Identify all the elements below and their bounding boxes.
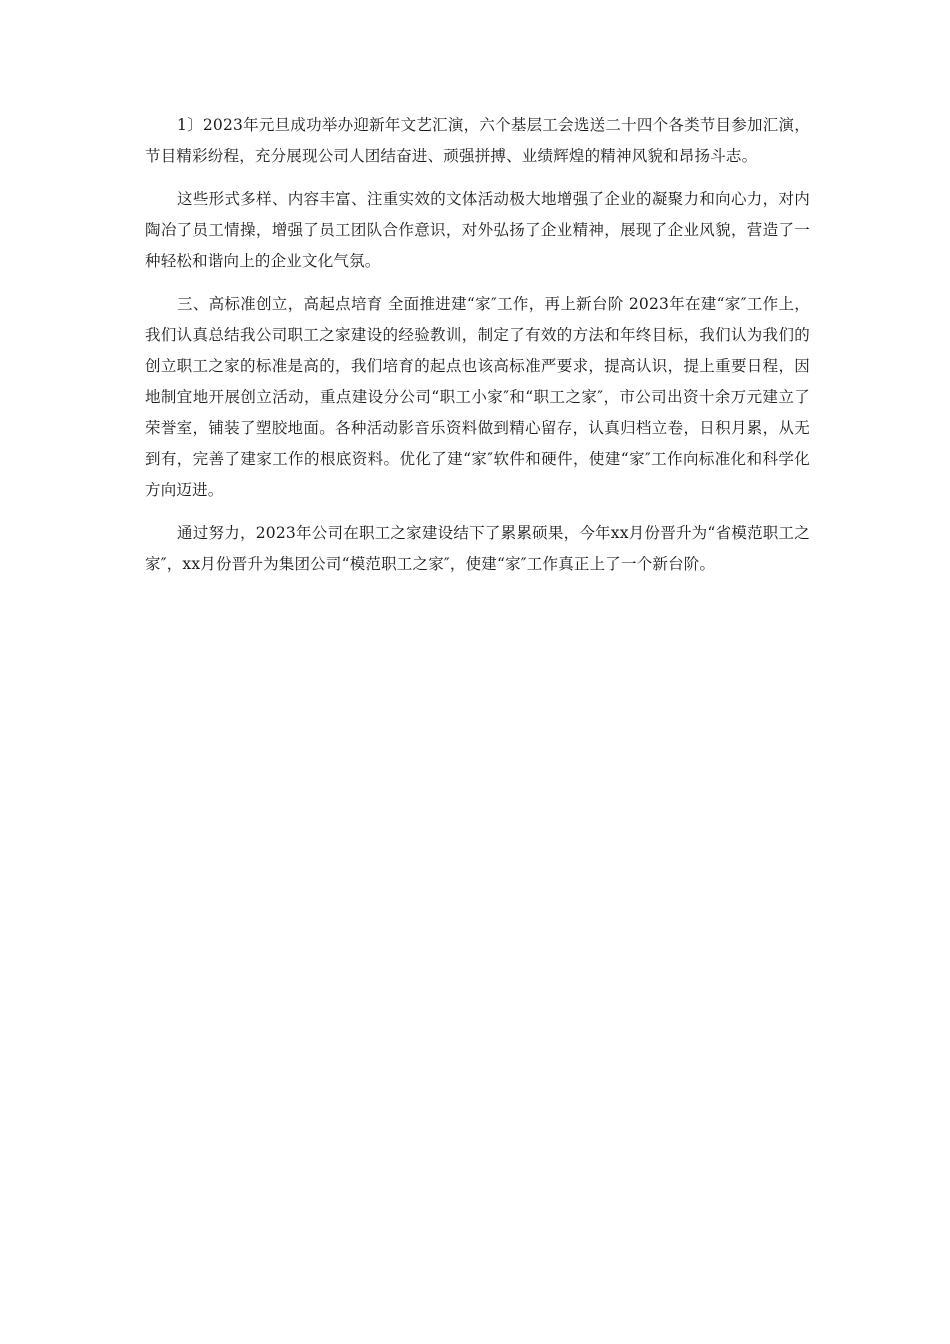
paragraph-culture-activities: 这些形式多样、内容丰富、注重实效的文体活动极大地增强了企业的凝聚力和向心力，对内陶冶了员工情操，增强了员工团队合作意识，对外弘扬了企业精神，展现了企业风貌，营造了一种轻松和谐向上的企业文化气氛。 [145,190,810,270]
paragraph-high-standard-creation: 三、高标准创立，高起点培育 全面推进建“家″工作，再上新台阶 2023年在建“家″工作上，我们认真总结我公司职工之家建设的经验教训，制定了有效的方法和年终目标，我们认为我们的创立职工之家的标准是高的，我们培育的起点也该高标准严要求，提高认识，提上重要日程，因地制宜地开展创立活动，重点建设分公司“职工小家″和“职工之家″，市公司出资十余万元建立了荣誉室，铺装了塑胶地面。各种活动影音乐资料做到精心留存，认真归档立卷，日积月累，从无到有，完善了建家工作的根底资料。优化了建“家″软件和硬件，使建“家″工作向标准化和科学化方向迈进。 [145,295,810,499]
paragraph-achievements: 通过努力，2023年公司在职工之家建设结下了累累硕果，今年xx月份晋升为“省模范职工之家″，xx月份晋升为集团公司“模范职工之家″，使建“家″工作真正上了一个新台阶。 [145,524,810,573]
paragraph-gala-event: 1〕2023年元旦成功举办迎新年文艺汇演，六个基层工会选送二十四个各类节目参加汇演，节目精彩纷程，充分展现公司人团结奋进、顽强拼搏、业绩辉煌的精神风貌和昂扬斗志。 [145,116,810,165]
document-body [145,110,810,592]
